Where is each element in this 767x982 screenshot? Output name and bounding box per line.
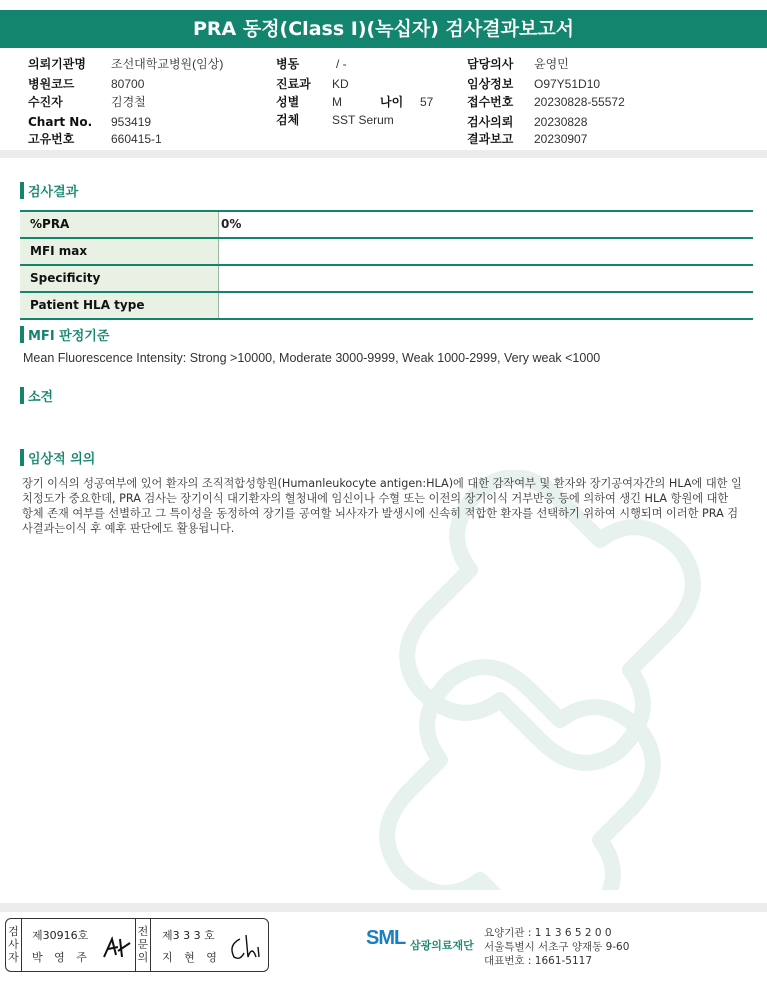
table-row [20,237,753,264]
info-label: 담당의사 [467,57,514,71]
info-label: 의뢰기관명 [28,57,86,71]
info-value: 20230828 [534,115,588,129]
mfi-heading: MFI 판정기준 [20,328,109,346]
info-value: M [332,95,342,109]
info-value: KD [332,77,349,91]
row-label: MFI max [20,239,218,264]
patient-info [0,56,767,148]
row-value [218,239,221,264]
specialist-signature-icon [226,931,262,963]
footer-contact [484,926,629,968]
info-value: 953419 [111,115,152,129]
table-row [20,264,753,291]
info-label: 고유번호 [28,132,75,146]
row-label: Specificity [20,266,218,291]
examiner-name: 박 영 주 [32,951,91,964]
report-title: PRA 동정(Class I)(녹십자) 검사결과보고서 [0,10,767,48]
info-label: 진료과 [276,77,311,91]
specialist-label: 전 문 의 [135,919,151,971]
info-value: 20230907 [534,132,588,146]
specialist-license: 제3 3 3 호 [162,929,215,942]
address: 서울특별시 서초구 양재동 9-60 [484,941,630,953]
info-value: / - [336,57,347,71]
info-value: 김경철 [111,95,146,109]
mfi-criteria-text: Mean Fluorescence Intensity: Strong >10000, Moderate 3000-9999, Weak 1000-2999, Very weak <1000 [23,351,601,365]
info-label: 나이 [380,95,404,109]
clinical-heading: 임상적 의의 [20,451,95,469]
info-label: 병원코드 [28,77,75,91]
info-value: 조선대학교병원(임상) [111,57,224,71]
info-value: 57 [420,95,434,109]
info-label: 성별 [276,95,300,109]
info-label: 결과보고 [467,132,514,146]
logo-mark: SML [366,927,406,949]
info-value: SST Serum [332,113,394,127]
info-value: 80700 [111,77,145,91]
row-label: %PRA [20,212,218,237]
signature-box [5,918,269,972]
phone: 대표번호 : 1661-5117 [484,955,593,967]
row-value: 0% [218,212,241,237]
table-row [20,291,753,320]
sml-logo [366,927,486,967]
examiner-label: 검 사 자 [6,919,22,971]
row-label: Patient HLA type [20,293,218,318]
info-label: 병동 [276,57,300,71]
results-heading: 검사결과 [20,184,78,202]
clinical-significance-text: 장기 이식의 성공여부에 있어 환자의 조직적합성항원(Humanleukocyte antigen:HLA)에 대한 감작여부 및 환자와 장기공여자간의 HLA에 대한 일치정도가 중요한데, PRA 검사는 장기이식 대기환자의 혈청내에 임신이나 수혈 또는 이전의 장기이식 거부반응 등에 의하여 생긴 HLA 항원에 대한 항체 존재 여부를 선별하고 그 특이성을 동정하여 장기를 공여할 뇌사자가 발생시에 신속히 적합한 환자를 선택하기 위하여 시행되며 이러한 PRA 검사결과는이식 후 예후 판단에도 활용됩니다. [22,477,742,535]
row-value [218,266,221,291]
section-divider [0,150,767,158]
specialist-name: 지 현 영 [162,951,221,964]
info-value: 20230828-55572 [534,95,625,109]
info-label: 검사의뢰 [467,115,514,129]
examiner-signature-icon [100,933,134,963]
info-value: O97Y51D10 [534,77,601,91]
opinion-heading: 소견 [20,389,53,407]
info-label: 검체 [276,113,300,127]
institution-code: 요양기관 : 1 1 3 6 5 2 0 0 [484,927,612,939]
info-label: Chart No. [28,115,93,129]
table-row [20,210,753,237]
info-label: 수진자 [28,95,63,109]
org-name: 삼광의료재단 [410,939,474,952]
footer-divider [0,903,767,912]
row-value [218,293,221,318]
results-table [20,210,753,320]
info-label: 접수번호 [467,95,514,109]
info-value: 660415-1 [111,132,162,146]
examiner-license: 제30916호 [32,929,89,942]
info-label: 임상정보 [467,77,514,91]
info-value: 윤영민 [534,57,569,71]
